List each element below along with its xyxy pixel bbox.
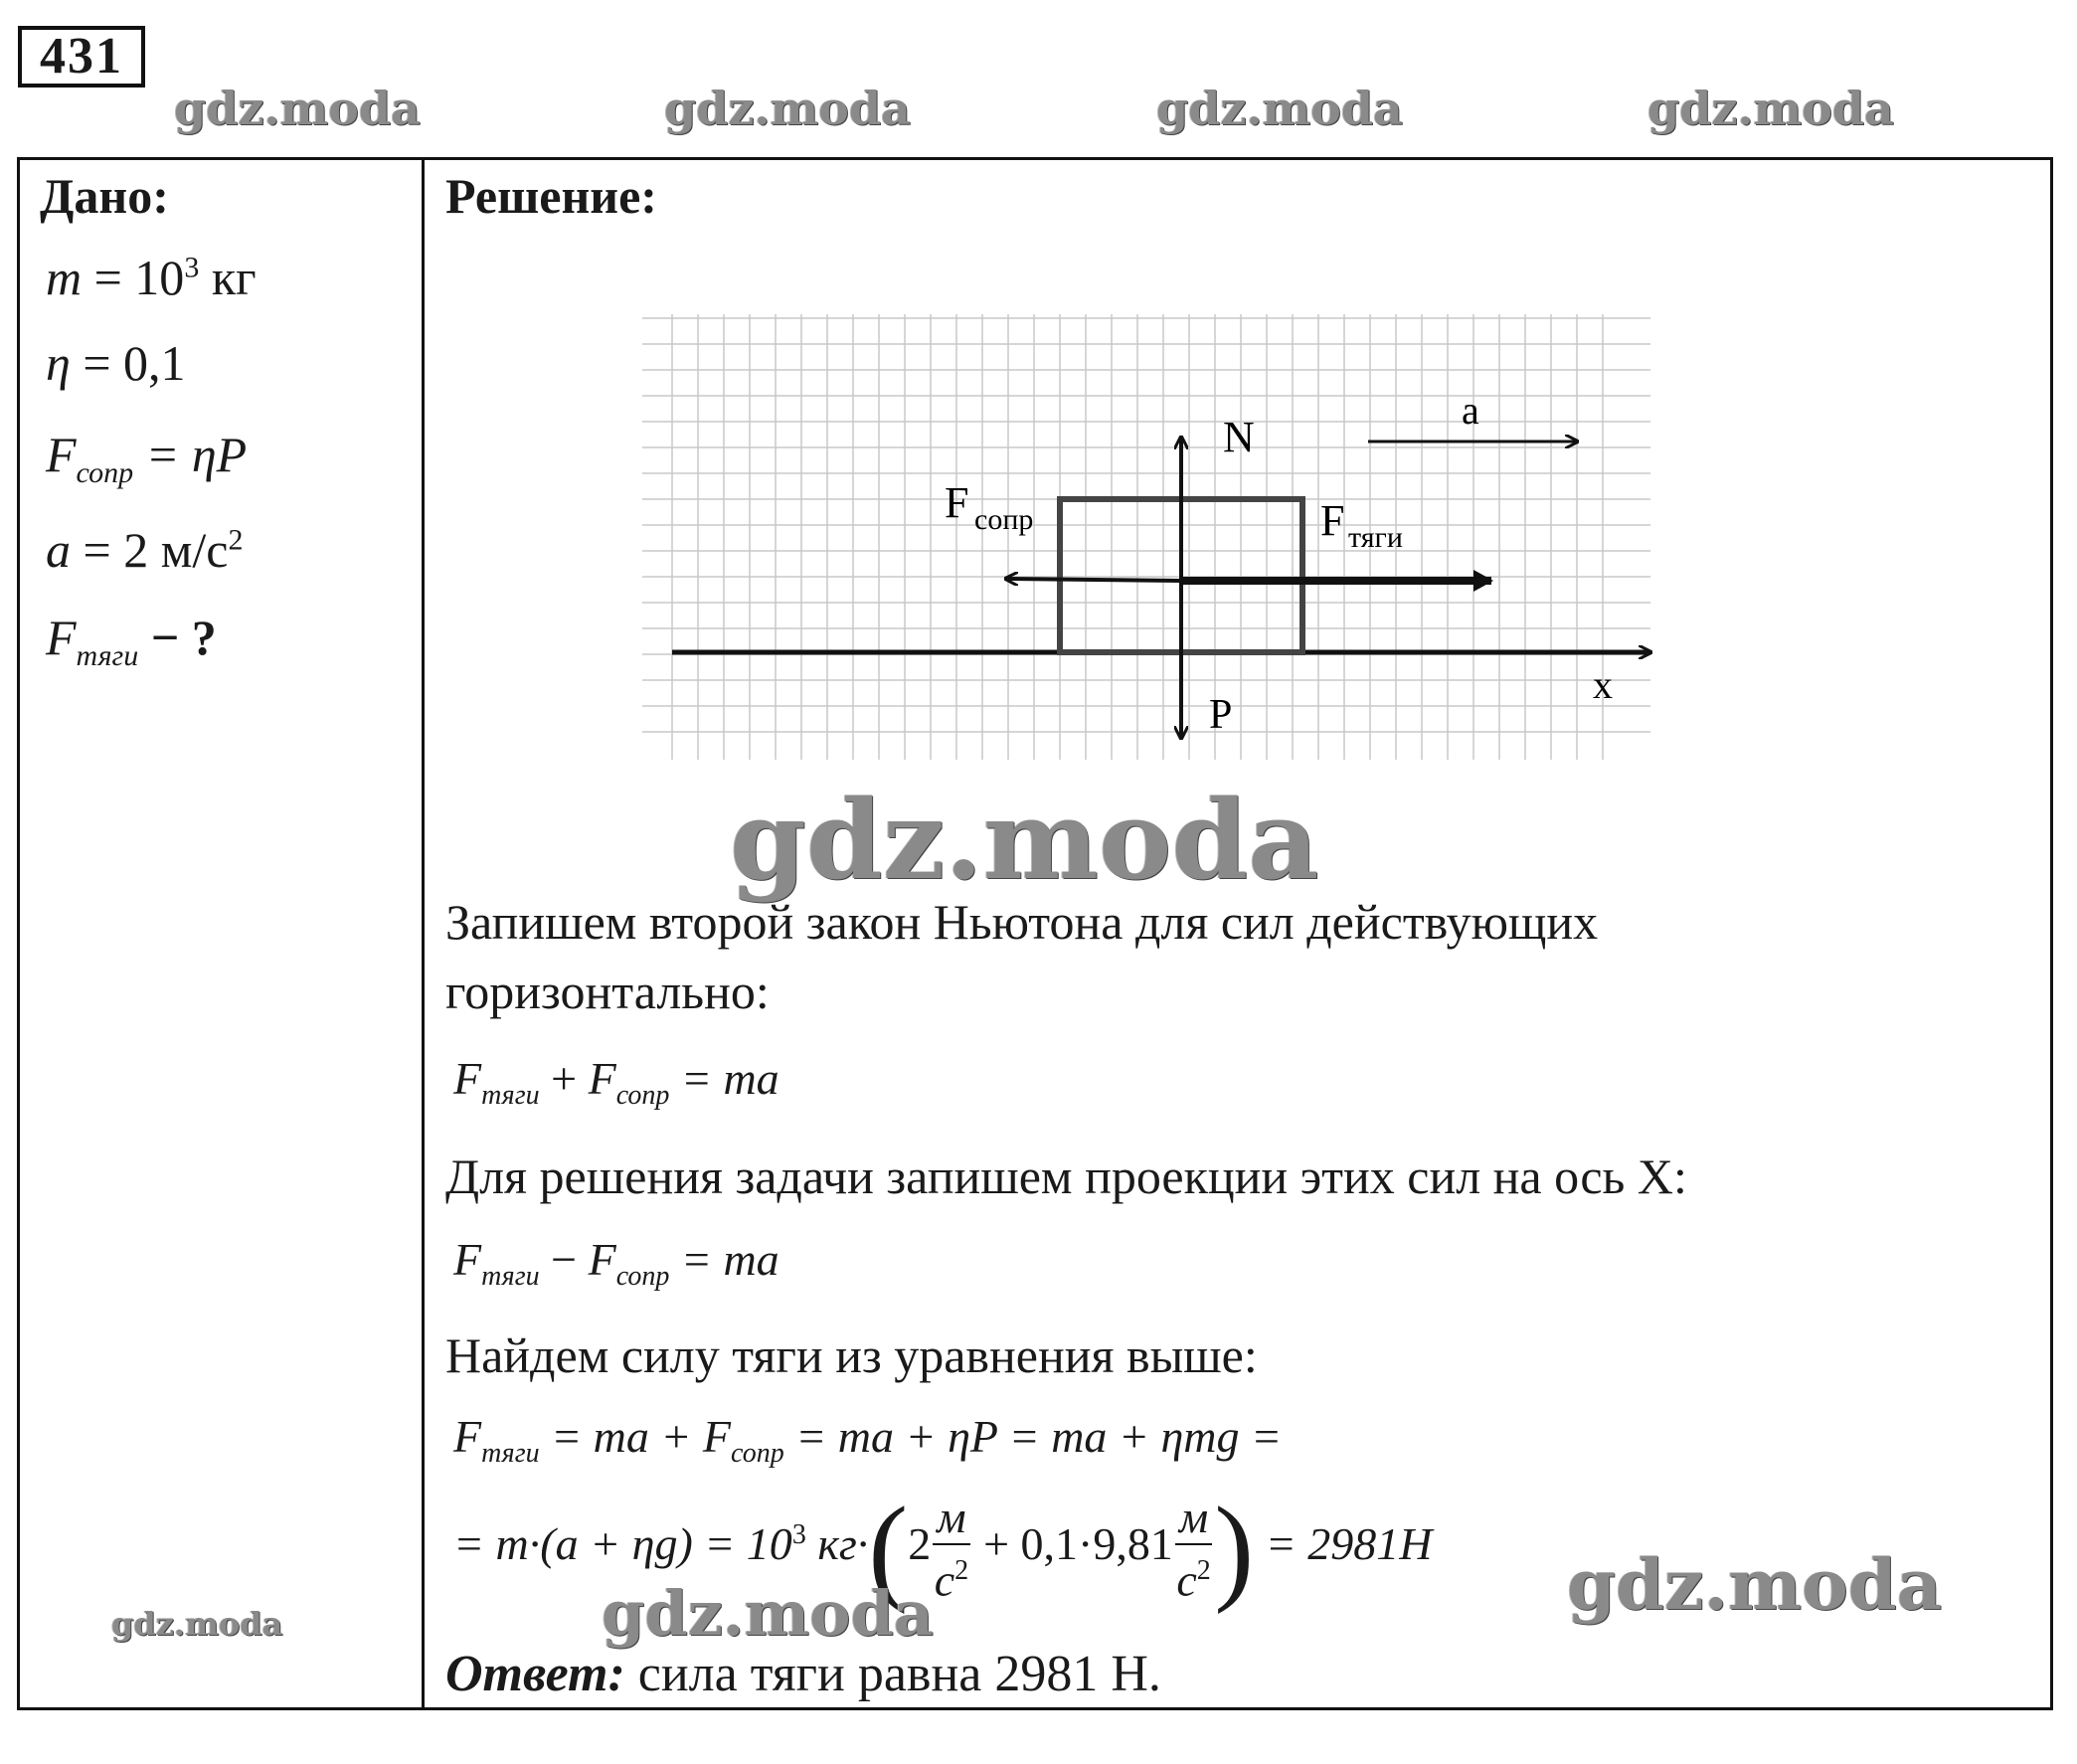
watermark: gdz.moda: [730, 776, 1319, 904]
answer-text: сила тяги равна 2981 Н.: [624, 1646, 1161, 1702]
equation-vector: $F_{тяги} + F_{сопр}$ = ma: [453, 1053, 779, 1112]
label-P: P: [1209, 692, 1233, 738]
watermark: gdz.moda: [111, 1605, 283, 1643]
answer: [445, 1645, 1161, 1703]
equation-thrust: $F_{тяги}$ = ma + $F_{сопр}$ = ma + ηP = ma + ηmg =: [453, 1411, 1283, 1470]
text-projection: Для решения задачи запишем проекции этих сил на ось X:: [445, 1148, 1687, 1204]
given-unknown: $F_{тяги}$ − ?: [46, 610, 217, 672]
label-F-resist-sub: сопр: [974, 503, 1034, 536]
given-title: Дано:: [40, 168, 169, 224]
equation-projection: $F_{тяги} - F_{сопр}$ = ma: [453, 1234, 779, 1293]
label-x: x: [1593, 662, 1613, 707]
equation-calculation: = $m\cdot(a + \eta g) = 10^3$ кг·(2 $\frac{м}{с^2}$ + 0,1·9,81 $\frac{м}{с^2}$ ) = 2981H: [453, 1482, 1433, 1615]
watermark: gdz.moda: [1567, 1543, 1943, 1626]
given-coefficient: η = 0,1: [46, 335, 186, 391]
label-F-resist: F: [945, 478, 969, 527]
watermark: gdz.moda: [602, 1577, 934, 1650]
force-diagram: [636, 308, 1660, 766]
label-F-thrust: F: [1320, 496, 1345, 545]
watermark: gdz.moda: [1647, 82, 1894, 135]
column-divider: [422, 157, 425, 1710]
answer-label: Ответ:: [445, 1646, 625, 1702]
label-a: a: [1462, 388, 1479, 433]
text-find-thrust: Найдем силу тяги из уравнения выше:: [445, 1327, 1258, 1383]
resistance-force-arrow: [1006, 579, 1181, 581]
given-acceleration: a = 2 $м/с^2$: [46, 522, 244, 578]
fraction-units: $\frac{м}{с^2}$: [934, 1492, 969, 1606]
grid-background: [642, 314, 1650, 760]
watermark: gdz.moda: [1156, 82, 1403, 135]
given-mass: $m = 10^3$ кг: [46, 250, 257, 305]
fraction-units: $\frac{м}{с^2}$: [1176, 1492, 1211, 1606]
problem-number: 431: [18, 26, 145, 88]
watermark: gdz.moda: [664, 82, 911, 135]
solution-title: Решение:: [445, 168, 657, 224]
label-F-thrust-sub: тяги: [1348, 521, 1403, 554]
text-newton-law: Запишем второй закон Ньютона для сил действующих: [445, 894, 1599, 950]
label-N: N: [1223, 413, 1255, 461]
given-resistance: $F_{сопр} = \eta P$: [46, 427, 248, 489]
watermark: gdz.moda: [174, 82, 421, 135]
text-horizontal: горизонтально:: [445, 964, 770, 1019]
